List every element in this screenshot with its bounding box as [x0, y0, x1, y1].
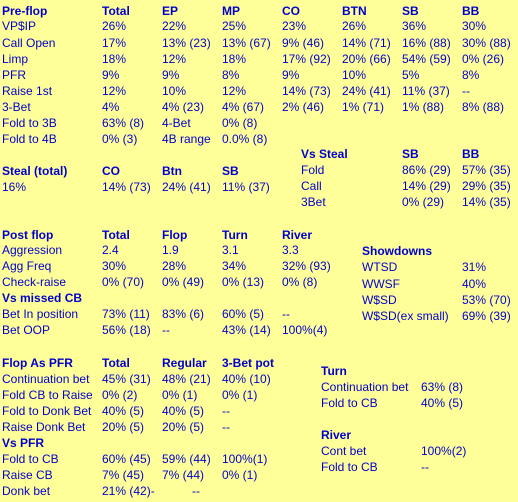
vs-missed-cb-cell: 43% (14): [222, 323, 271, 337]
preflop-cell: 4-Bet: [162, 116, 191, 130]
flop-pfr-cell: 40% (5): [162, 404, 205, 418]
vs-pfr-row-label: Fold to CB: [2, 452, 59, 466]
postflop-header-label: Post flop: [2, 228, 54, 242]
steal-header-co: CO: [102, 164, 120, 178]
preflop-cell: 13% (67): [222, 36, 271, 50]
preflop-header-total: Total: [102, 4, 130, 18]
showdowns-row-label: W$SD: [362, 293, 397, 307]
vs-missed-cb-cell: 56% (18): [102, 323, 151, 337]
vs-missed-cb-title: Vs missed CB: [2, 291, 83, 305]
vs-missed-cb-cell: 60% (5): [222, 307, 265, 321]
flop-pfr-cell: 20% (5): [102, 420, 145, 434]
river-row-label: Cont bet: [321, 444, 367, 458]
preflop-cell: 26%: [102, 19, 127, 33]
preflop-cell: 23%: [282, 19, 307, 33]
postflop-header-turn: Turn: [222, 228, 248, 242]
preflop-cell: 12%: [222, 84, 247, 98]
vs-steal-header-label: Vs Steal: [301, 147, 348, 161]
preflop-cell: 4%: [102, 100, 120, 114]
flop-pfr-cell: 0% (1): [162, 388, 198, 402]
postflop-cell: 0% (8): [282, 275, 318, 289]
preflop-cell: 30%: [462, 19, 487, 33]
showdowns-row-label: WWSF: [362, 277, 400, 291]
preflop-cell: 20% (66): [342, 52, 391, 66]
preflop-cell: 4% (23): [162, 100, 205, 114]
vs-steal-row-label: 3Bet: [301, 195, 326, 209]
showdowns-value: 69% (39): [462, 309, 511, 323]
turn-row-label: Continuation bet: [321, 380, 409, 394]
preflop-cell: 16% (88): [402, 36, 451, 50]
steal-cell: 11% (37): [222, 180, 270, 194]
preflop-cell: 0.0% (8): [222, 132, 268, 146]
preflop-cell: 0% (26): [462, 52, 505, 66]
vs-missed-cb-cell: --: [162, 323, 170, 337]
flop-pfr-row-label: Fold CB to Raise: [2, 388, 93, 402]
river-title: River: [321, 428, 352, 442]
preflop-cell: 18%: [222, 52, 247, 66]
preflop-cell: 12%: [102, 84, 127, 98]
preflop-cell: 36%: [402, 19, 427, 33]
preflop-cell: 17% (92): [282, 52, 331, 66]
preflop-cell: 12%: [162, 52, 187, 66]
flop-pfr-row-label: Fold to Donk Bet: [2, 404, 92, 418]
preflop-header-co: CO: [282, 4, 300, 18]
postflop-row-label: Aggression: [2, 243, 63, 257]
flop-pfr-cell: 48% (21): [162, 372, 211, 386]
flop-pfr-header-3bet: 3-Bet pot: [222, 356, 274, 370]
preflop-cell: 2% (46): [282, 100, 325, 114]
preflop-row-label: 3-Bet: [2, 100, 31, 114]
preflop-cell: 17%: [102, 36, 127, 50]
showdowns-title: Showdowns: [362, 244, 432, 258]
showdowns-value: 53% (70): [462, 293, 511, 307]
preflop-cell: 0% (3): [102, 132, 138, 146]
preflop-cell: 1% (71): [342, 100, 385, 114]
preflop-header-mp: MP: [222, 4, 240, 18]
vs-steal-cell: 57% (35): [462, 163, 511, 177]
showdowns-row-label: W$SD(ex small): [362, 309, 449, 323]
preflop-header-label: Pre-flop: [2, 4, 48, 18]
vs-pfr-row-label: Donk bet: [2, 484, 51, 498]
preflop-cell: 9%: [102, 68, 120, 82]
preflop-cell: 4B range: [162, 132, 211, 146]
vs-pfr-title: Vs PFR: [2, 436, 45, 450]
preflop-cell: 1% (88): [402, 100, 445, 114]
vs-steal-header-bb: BB: [462, 147, 480, 161]
postflop-header-river: River: [282, 228, 313, 242]
flop-pfr-row-label: Continuation bet: [2, 372, 90, 386]
vs-missed-cb-row-label: Bet In position: [2, 307, 79, 321]
vs-missed-cb-cell: --: [282, 307, 290, 321]
vs-pfr-row-label: Raise CB: [2, 468, 53, 482]
flop-pfr-cell: 40% (5): [102, 404, 145, 418]
vs-pfr-cell: 60% (45): [102, 452, 151, 466]
preflop-cell: 22%: [162, 19, 187, 33]
flop-pfr-cell: 0% (1): [222, 388, 258, 402]
preflop-cell: 63% (8): [102, 116, 145, 130]
turn-title: Turn: [321, 364, 347, 378]
postflop-cell: 0% (13): [222, 275, 265, 289]
vs-pfr-cell: 7% (45): [102, 468, 145, 482]
postflop-cell: 0% (70): [102, 275, 145, 289]
steal-cell: 24% (41): [162, 180, 211, 194]
postflop-cell: 34%: [222, 259, 247, 273]
preflop-row-label: Fold to 4B: [2, 132, 57, 146]
preflop-header-btn: BTN: [342, 4, 367, 18]
showdowns-value: 40%: [462, 277, 487, 291]
flop-pfr-cell: --: [222, 420, 230, 434]
preflop-cell: 4% (67): [222, 100, 265, 114]
postflop-header-flop: Flop: [162, 228, 188, 242]
preflop-row-label: Limp: [2, 52, 29, 66]
vs-steal-cell: 29% (35): [462, 179, 511, 193]
turn-value: 63% (8): [421, 380, 464, 394]
steal-header-btn: Btn: [162, 164, 182, 178]
preflop-cell: 8%: [222, 68, 240, 82]
preflop-cell: 14% (73): [282, 84, 331, 98]
postflop-cell: 28%: [162, 259, 187, 273]
vs-steal-cell: 0% (29): [402, 195, 445, 209]
preflop-cell: 10%: [162, 84, 187, 98]
preflop-cell: 30% (88): [462, 36, 511, 50]
preflop-header-sb: SB: [402, 4, 419, 18]
preflop-cell: 8% (88): [462, 100, 505, 114]
flop-pfr-header-total: Total: [102, 356, 130, 370]
showdowns-row-label: WTSD: [362, 260, 398, 274]
vs-missed-cb-cell: 73% (11): [102, 307, 150, 321]
preflop-cell: 54% (59): [402, 52, 451, 66]
preflop-cell: 24% (41): [342, 84, 391, 98]
steal-header-label: Steal (total): [2, 164, 68, 178]
vs-steal-header-sb: SB: [402, 147, 419, 161]
preflop-row-label: PFR: [2, 68, 26, 82]
vs-pfr-cell: 100%(1): [222, 452, 268, 466]
flop-pfr-cell: --: [222, 404, 230, 418]
flop-pfr-cell: 0% (2): [102, 388, 138, 402]
preflop-cell: --: [462, 84, 470, 98]
postflop-cell: 2.4: [102, 243, 119, 257]
showdowns-value: 31%: [462, 260, 487, 274]
river-value: --: [421, 460, 429, 474]
preflop-cell: 5%: [402, 68, 420, 82]
preflop-row-label: Call Open: [2, 36, 56, 50]
postflop-cell: 1.9: [162, 243, 179, 257]
preflop-cell: 26%: [342, 19, 367, 33]
vs-steal-cell: 14% (35): [462, 195, 511, 209]
postflop-cell: 32% (93): [282, 259, 331, 273]
flop-pfr-cell: 40% (10): [222, 372, 271, 386]
preflop-cell: 25%: [222, 19, 247, 33]
vs-pfr-cell: 59% (44): [162, 452, 211, 466]
turn-value: 40% (5): [421, 396, 464, 410]
vs-steal-row-label: Fold: [301, 163, 325, 177]
postflop-cell: 3.1: [222, 243, 239, 257]
preflop-cell: 11% (37): [402, 84, 450, 98]
preflop-header-ep: EP: [162, 4, 179, 18]
vs-pfr-cell: 7% (44): [162, 468, 205, 482]
vs-missed-cb-cell: 100%(4): [282, 323, 328, 337]
flop-pfr-cell: 45% (31): [102, 372, 151, 386]
steal-total-value: 16%: [2, 180, 27, 194]
postflop-cell: 30%: [102, 259, 127, 273]
preflop-cell: 8%: [462, 68, 480, 82]
vs-pfr-cell: 0% (1): [222, 468, 258, 482]
flop-pfr-header-label: Flop As PFR: [2, 356, 73, 370]
preflop-cell: 9%: [162, 68, 180, 82]
river-value: 100%(2): [421, 444, 467, 458]
preflop-row-label: Fold to 3B: [2, 116, 57, 130]
preflop-header-bb: BB: [462, 4, 480, 18]
flop-pfr-cell: 20% (5): [162, 420, 205, 434]
river-row-label: Fold to CB: [321, 460, 378, 474]
preflop-cell: 10%: [342, 68, 367, 82]
preflop-row-label: VP$IP: [2, 19, 37, 33]
preflop-cell: 18%: [102, 52, 127, 66]
vs-missed-cb-cell: 83% (6): [162, 307, 205, 321]
preflop-cell: 14% (71): [342, 36, 391, 50]
vs-steal-cell: 86% (29): [402, 163, 451, 177]
vs-pfr-cell: 21% (42)-: [102, 484, 155, 498]
postflop-header-total: Total: [102, 228, 130, 242]
postflop-row-label: Agg Freq: [2, 259, 52, 273]
vs-missed-cb-row-label: Bet OOP: [2, 323, 51, 337]
steal-cell: 14% (73): [102, 180, 151, 194]
preflop-cell: 13% (23): [162, 36, 211, 50]
preflop-row-label: Raise 1st: [2, 84, 53, 98]
postflop-cell: 3.3: [282, 243, 299, 257]
flop-pfr-row-label: Raise Donk Bet: [2, 420, 86, 434]
preflop-cell: 9%: [282, 68, 300, 82]
flop-pfr-header-regular: Regular: [162, 356, 207, 370]
postflop-cell: 0% (49): [162, 275, 205, 289]
vs-steal-cell: 14% (29): [402, 179, 451, 193]
turn-row-label: Fold to CB: [321, 396, 378, 410]
preflop-cell: 0% (8): [222, 116, 258, 130]
steal-header-sb: SB: [222, 164, 239, 178]
preflop-cell: 9% (46): [282, 36, 325, 50]
postflop-row-label: Check-raise: [2, 275, 67, 289]
vs-steal-row-label: Call: [301, 179, 322, 193]
vs-pfr-cell: --: [192, 484, 200, 498]
